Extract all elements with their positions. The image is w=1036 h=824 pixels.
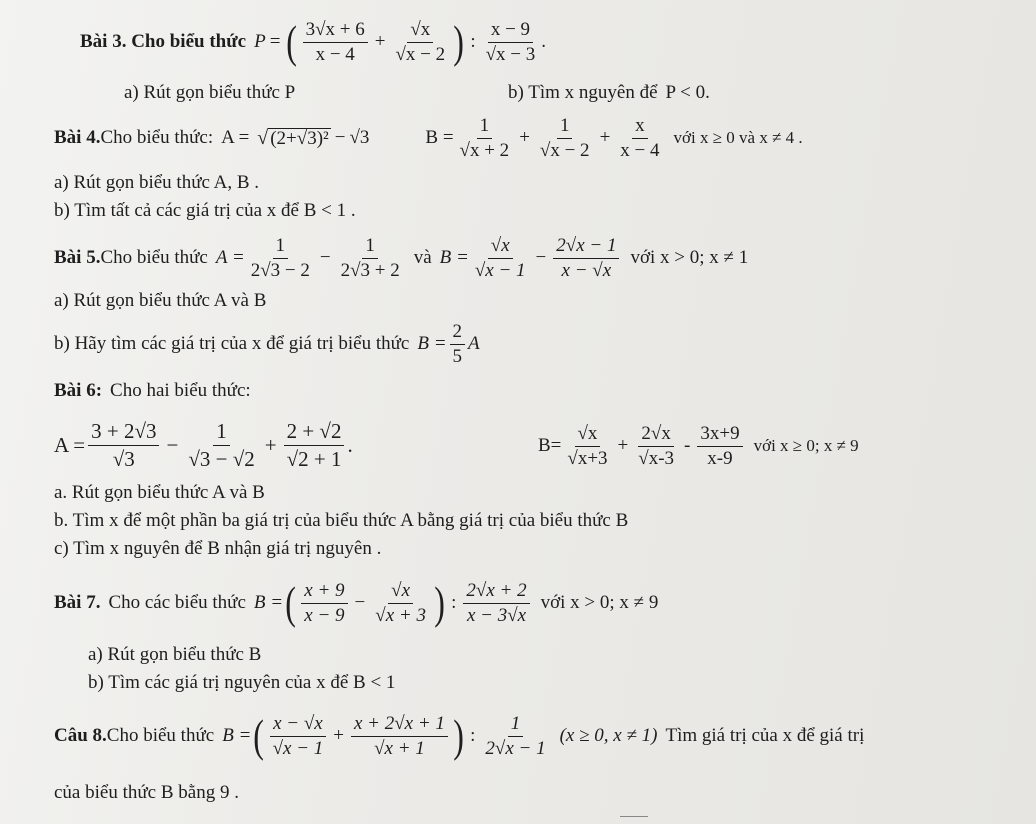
bai5-statement: Bài 5. Cho biểu thức A = $\frac{1}{2√3 - 2}$ − $\frac{1}{2√3 + 2}$ và B = $\frac{√x}{√x - 1}$ − $\frac{2√x - 1}{x - √x}$ với x > 0; x ≠ 1	[54, 234, 749, 281]
bai5-part-b: b) Hãy tìm các giá trị của x để giá trị biểu thức B = $\frac{2}{5}$ A	[54, 320, 480, 367]
bai3-lhs: P	[254, 31, 266, 52]
bai6-title: Bài 6:	[54, 380, 103, 401]
bai6-part-a: a. Rút gọn biểu thức A và B	[54, 482, 265, 503]
bai7-part-b: b) Tìm các giá trị nguyên của x để B < 1	[88, 672, 396, 693]
bai4-title: Bài 4.	[54, 127, 101, 148]
bai3-frac2: $\frac{√x}{√x - 2}$	[395, 18, 446, 65]
cau8-line2: của biểu thức B bằng 9 .	[54, 782, 239, 803]
bai6-exprB: B= $\frac{√x}{√x+3}$ + $\frac{2√x}{√x-3}$ - $\frac{3x+9}{x-9}$ với x ≥ 0; x ≠ 9	[538, 422, 859, 469]
bai4-part-a: a) Rút gọn biểu thức A, B .	[54, 172, 260, 193]
bai4-part-b: b) Tìm tất cả các giá trị của x để B < 1 .	[54, 200, 356, 221]
bai6-header: Bài 6: Cho hai biểu thức:	[54, 380, 251, 401]
bai3-close-paren: )	[453, 16, 465, 68]
bai6-exprA: A = $\frac{3 + 2√3}{√3}$ − $\frac{1}{√3 - √2}$ + $\frac{2 + √2}{√2 + 1}$ .	[54, 419, 353, 471]
bai6-part-b: b. Tìm x để một phần ba giá trị của biểu thức A bằng giá trị của biểu thức B	[54, 510, 629, 531]
page-edge-mark	[620, 816, 648, 817]
bai7-part-a: a) Rút gọn biểu thức B	[88, 644, 262, 665]
bai3-frac1: $\frac{3√x + 6}{x - 4}$	[303, 19, 368, 66]
bai7-title: Bài 7.	[54, 592, 101, 613]
bai3-part-b: b) Tìm x nguyên để P < 0.	[508, 82, 710, 103]
bai3-frac3: $\frac{x - 9}{√x - 3}$	[485, 18, 536, 65]
bai3-eq: =	[269, 31, 281, 52]
cau8-statement: Câu 8. Cho biểu thức B = ( $\frac{x - √x}{√x - 1}$ + $\frac{x + 2√x + 1}{√x + 1}$ ) : $\frac{1}{2√x - 1}$ (x ≥ 0, x ≠ 1) Tìm giá trị của x để giá trị	[54, 710, 865, 762]
bai6-part-c: c) Tìm x nguyên để B nhận giá trị nguyên .	[54, 538, 382, 559]
bai3-open-paren: (	[286, 16, 298, 68]
bai7-statement: Bài 7. Cho các biểu thức B = ( $\frac{x + 9}{x - 9}$ − $\frac{√x}{√x + 3}$ ) : $\frac{2√x + 2}{x - 3√x}$ với x > 0; x ≠ 9	[54, 577, 659, 629]
bai4-sqrt: √ (2+√3)²	[257, 126, 329, 149]
bai3-part-a: a) Rút gọn biểu thức P	[124, 82, 296, 103]
bai3-statement: Bài 3. Cho biểu thức P = ( $\frac{3√x + 6}{x - 4}$ + $\frac{√x}{√x - 2}$ ) : $\frac{x - 9}{√x - 3}$ .	[80, 16, 546, 68]
bai5-part-a: a) Rút gọn biểu thức A và B	[54, 290, 267, 311]
bai3-title: Bài 3. Cho biểu thức	[80, 31, 247, 52]
cau8-title: Câu 8.	[54, 725, 107, 746]
bai4-statement: Bài 4. Cho biểu thức: A = √ (2+√3)² − √3 B = $\frac{1}{√x + 2}$ + $\frac{1}{√x - 2}$ + $\frac{x}{x - 4}$ với x ≥ 0 và x ≠ 4 .	[54, 114, 803, 161]
bai5-title: Bài 5.	[54, 247, 101, 268]
